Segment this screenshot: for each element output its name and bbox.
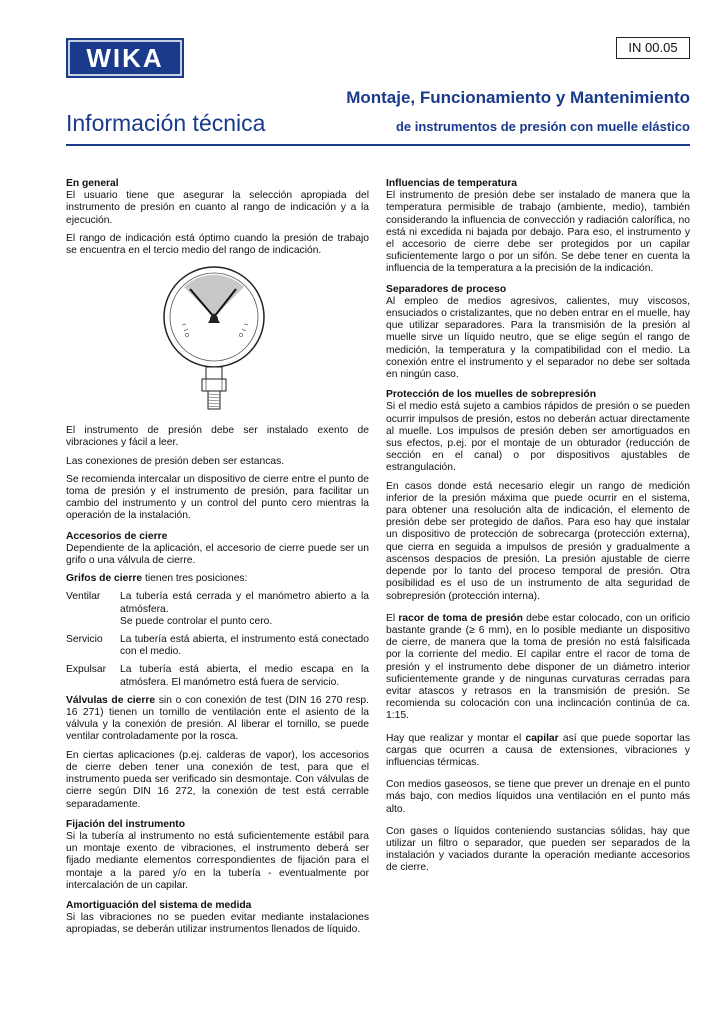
- heading-accesorios: Accesorios de cierre: [66, 530, 168, 542]
- position-key: Ventilar: [66, 591, 101, 603]
- text-capilar-pre: Hay que realizar y montar el: [386, 732, 526, 744]
- term-grifos: Grifos de cierre: [66, 573, 143, 585]
- position-desc-2: Se puede controlar el punto cero.: [120, 615, 273, 627]
- paragraph: El instrumento de presión debe ser instalado exento de vibraciones y fácil a leer.: [66, 425, 369, 449]
- section-fijacion: [66, 819, 369, 892]
- gauge-figure: [66, 265, 369, 415]
- wika-logo: [66, 38, 184, 78]
- position-row: [66, 664, 369, 688]
- section-general: [66, 178, 369, 257]
- section-accesorios: [66, 531, 369, 811]
- heading-proteccion: Protección de los muelles de sobrepresión: [386, 389, 597, 401]
- text-grifos: tienen tres posiciones:: [142, 573, 248, 585]
- position-desc: La tubería está cerrada y el manómetro abierto a la atmósfera.: [120, 591, 369, 615]
- paragraph-valvulas: [66, 695, 369, 744]
- heading-general: En general: [66, 178, 119, 189]
- paragraph: Se recomienda intercalar un dispositivo de cierre entre el punto de toma de presión y el instrumento de presión, para facilitar un cambio del instrumento y un control del punto cero mientras la operación de la instalación.: [66, 473, 369, 522]
- paragraph-grifos: [66, 573, 369, 585]
- term-capilar: capilar: [525, 732, 559, 744]
- document-code: IN 00.05: [616, 37, 690, 59]
- section-proteccion: [386, 389, 690, 874]
- position-row: [66, 634, 369, 658]
- heading-amortiguacion: Amortiguación del sistema de medida: [66, 899, 252, 911]
- section-temperatura: [386, 178, 690, 276]
- paragraph: Si las vibraciones no se pueden evitar mediante instalaciones apropiadas, se deberán utilizar instrumentos llenados de líquido.: [66, 912, 369, 936]
- text-racor: debe estar colocado, con un orificio bastante grande (≥ 6 mm), en lo posible mediante un dispositivo de cierre, de manera que la toma de presión no está falsificada por la corriente del medio. El capilar entre el racor de toma de presión y el instrumento debe disponer de un diámetro interior suficientemente grande y de ningunas curvaturas cerradas para evitar atascos y retrasos en la transmisión de presión. Se recomienda su colocación con una inclincación continúa de ca. 1:15.: [386, 612, 690, 722]
- position-key: Servicio: [66, 634, 103, 646]
- paragraph-racor: [386, 613, 690, 723]
- right-column: [386, 178, 690, 883]
- section-mounting: [66, 425, 369, 522]
- term-valvulas: Válvulas de cierre: [66, 694, 156, 706]
- page-title: Información técnica: [66, 110, 266, 136]
- position-desc: La tubería está abierta, el medio escapa en la atmósfera. El manómetro está fuera de servicio.: [120, 664, 369, 688]
- position-key: Expulsar: [66, 664, 107, 676]
- text-racor-pre: El: [386, 612, 399, 624]
- heading-separadores: Separadores de proceso: [386, 283, 507, 295]
- paragraph: Dependiente de la aplicación, el accesorio de cierre puede ser un grifo o una válvula de cierre.: [66, 542, 369, 567]
- position-text: [120, 591, 369, 628]
- term-racor: racor de toma de presión: [398, 612, 523, 624]
- paragraph: En ciertas aplicaciones (p.ej. calderas de vapor), los accesorios de cierre deben tener una conexión de test, para que el instrumento pueda ser verificado sin desmontaje. Con válvulas de cierre según DIN 16 272, la conexión de test está cerrable separadamente.: [66, 749, 369, 810]
- section-amortiguacion: [66, 900, 369, 937]
- paragraph: El instrumento de presión debe ser instalado de manera que la temperatura permisible de trabajo (ambiente, medio), también considerando la influencia de convección y radiación calorífica, no está ni excedida ni bajada por debajo. Para eso, el instrumento y el accesorio de cierre debe ser protegidos por un capilar suficientemente largo o por un sifón. Se debe tener en cuenta la influencia de la temperatura a la precisión de la indicación.: [386, 190, 690, 275]
- paragraph: Con gases o líquidos conteniendo sustancias sólidas, hay que utilizar un filtro o separador, que pueden ser separados de la instalación y vaciados durante la operación mediante accesorios de cierre.: [386, 825, 690, 874]
- paragraph: Si la tubería al instrumento no está suficientemente estábil para un montaje exento de vibraciones, el instrumento deberá ser fijado mediante elementos correspondientes de fijación para el montaje a la pared y/o en la tubería - eventualmente por intercalación de un capilar.: [66, 830, 369, 891]
- section-separadores: [386, 284, 690, 382]
- subtitle-line-1: Montaje, Funcionamiento y Mantenimiento: [346, 88, 690, 107]
- paragraph: En casos donde está necesario elegir un rango de medición inferior de la presión máxima que puede ocurrir en el sistema, para obtener una resolución alta de indicación, el elemento de presión debe ser protegido de daños. Para eso hay que instalar un dispositivo de protección de sobrecarga (protección externa), que cierra en seguida a impulsos de presión y gradualmente a ascensos despacios de presión. La presión ajustable de cierre depende por lo tanto del proceso temporal de presión. Otra posibilidad es el uso de un instrumento de alta seguridad de sobrepresión (protección interna).: [386, 480, 690, 602]
- text-valvulas: sin o con conexión de test (DIN 16 270 resp. 16 271) tienen un tornillo de ventilación ente el asiento de la válvula y la conexión de presión. Al liberar el tornillo, se puede ventilar controladamente por la rosca.: [66, 694, 369, 743]
- wika-logo-text: WIKA: [86, 43, 164, 73]
- paragraph: El rango de indicación está óptimo cuando la presión de trabajo se encuentra en el tercio medio del rango de indicación.: [66, 232, 369, 257]
- paragraph: Con medios gaseosos, se tiene que prever un drenaje en el punto más bajo, con medios líquidos una ventilación en el punto más alto.: [386, 779, 690, 815]
- heading-temperatura: Influencias de temperatura: [386, 178, 518, 189]
- paragraph: Las conexiones de presión deben ser estancas.: [66, 455, 285, 467]
- paragraph-capilar: [386, 733, 690, 770]
- left-column: [66, 178, 369, 945]
- subtitle-line-2: de instrumentos de presión con muelle elástico: [395, 119, 690, 134]
- pressure-gauge-icon: [162, 265, 267, 415]
- position-row: [66, 591, 369, 628]
- heading-fijacion: Fijación del instrumento: [66, 818, 185, 830]
- paragraph: Al empleo de medios agresivos, calientes, muy viscosos, ensuciados o cristalizantes, que no deben entrar en el muelle, hay que utilizar separadores. Para la transmisión de la presión al muelle sirve un líquido neutro, que se elige según el rango de medición, la temperatura y la compatibilidad con el medio. La conexión entre el instrumento y el separador no debe ser soltada en ningún caso.: [386, 295, 690, 381]
- position-desc: La tubería está abierta, el instrumento está conectado con el medio.: [120, 634, 369, 658]
- header-divider: [66, 144, 690, 146]
- text-capilar: así que puede soportar las cargas que ocurren a causa de extensiones, vibraciones y influencias térmicas.: [386, 732, 690, 768]
- paragraph: Si el medio está sujeto a cambios rápidos de presión o se pueden ocurrir impulsos de presión, estos no deberán actuar directamente al muelle. Los impulsos de presión deben ser amortiguados en sus efectos, p.ej. por el montaje de un obturador (reducción de sección en el canal) o por dispositivos ajustables de estrangulación.: [386, 401, 690, 474]
- paragraph: El usuario tiene que asegurar la selección apropiada del instrumento de presión en cuanto al rango de indicación y a la ejecución.: [66, 190, 369, 226]
